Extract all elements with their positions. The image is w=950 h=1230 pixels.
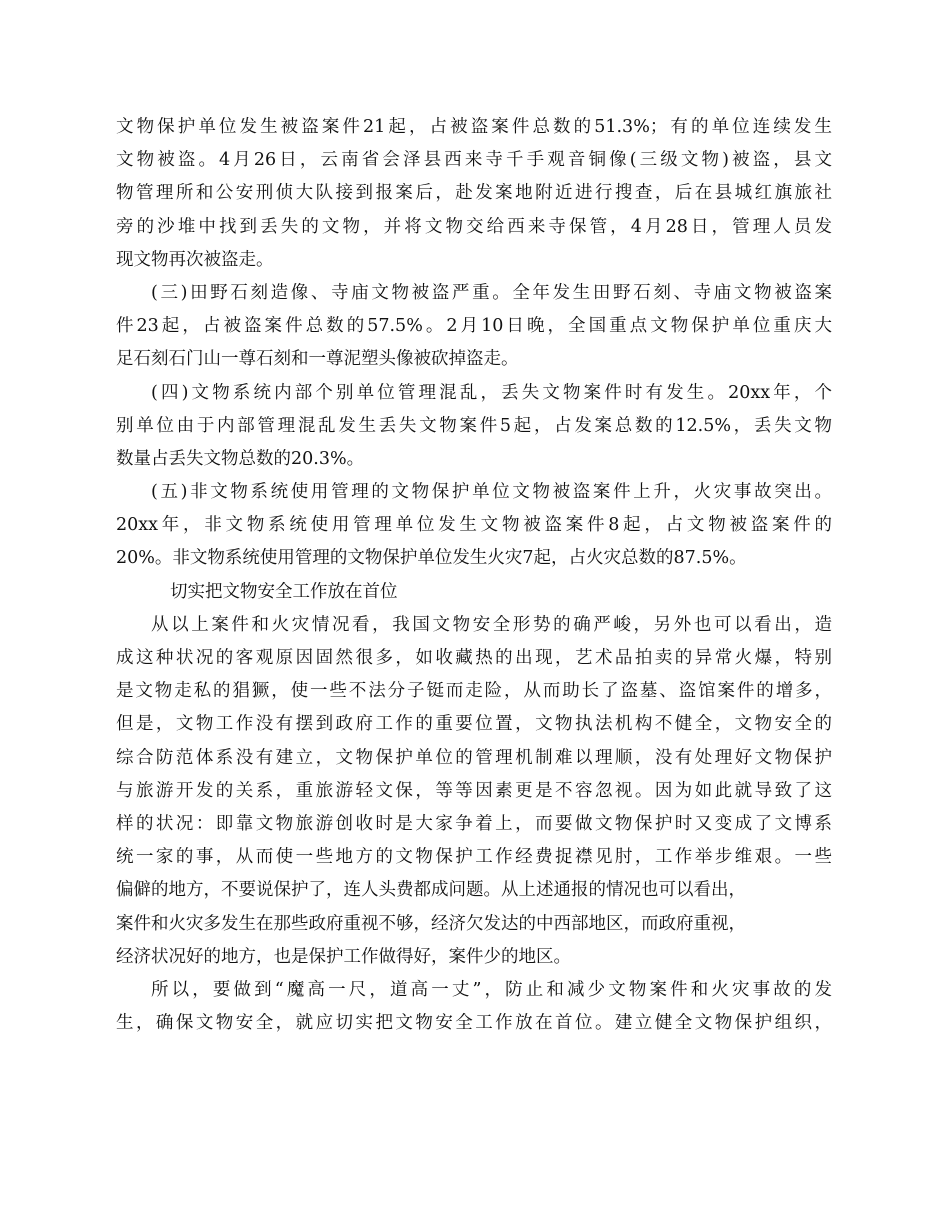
document-body (116, 111, 832, 1040)
paragraph-line: 生，确保文物安全，就应切实把文物安全工作放在首位。建立健全文物保护组织， (116, 1013, 832, 1034)
paragraph-line: 但是，文物工作没有摆到政府工作的重要位置，文物执法机构不健全，文物安全的 (116, 714, 832, 735)
paragraph-line: 所以，要做到“魔高一尺，道高一丈”，防止和减少文物案件和火灾事故的发 (151, 979, 832, 1000)
paragraph-line: 与旅游开发的关系，重旅游轻文保，等等因素更是不容忽视。因为如此就导致了这 (116, 780, 832, 801)
paragraph-line: 统一家的事，从而使一些地方的文物保护工作经费捉襟见肘，工作举步维艰。一些 (116, 847, 832, 868)
paragraph-line: (三)田野石刻造像、寺庙文物被盗严重。全年发生田野石刻、寺庙文物被盗案 (151, 282, 832, 303)
paragraph-line: 别单位由于内部管理混乱发生丢失文物案件5起，占发案总数的12.5%，丢失文物 (116, 415, 832, 436)
paragraph-line: 从以上案件和火灾情况看，我国文物安全形势的确严峻，另外也可以看出，造 (151, 614, 832, 635)
paragraph-line: 件23起，占被盗案件总数的57.5%。2月10日晚，全国重点文物保护单位重庆大 (116, 316, 832, 337)
paragraph-line: 样的状况：即靠文物旅游创收时是大家争着上，而要做文物保护时又变成了文博系 (116, 813, 832, 834)
paragraph-line: (五)非文物系统使用管理的文物保护单位文物被盗案件上升，火灾事故突出。 (151, 482, 832, 503)
paragraph-line: 文物保护单位发生被盗案件21起，占被盗案件总数的51.3%；有的单位连续发生 (116, 117, 832, 137)
paragraph-line: 经济状况好的地方，也是保护工作做得好，案件少的地区。 (116, 946, 571, 967)
paragraph-line: 20%。非文物系统使用管理的文物保护单位发生火灾7起，占火灾总数的87.5%。 (116, 548, 747, 569)
paragraph-line: 案件和火灾多发生在那些政府重视不够，经济欠发达的中西部地区，而政府重视， (116, 913, 746, 934)
paragraph-line: 旁的沙堆中找到丢失的文物，并将文物交给西来寺保管，4月28日，管理人员发 (116, 216, 832, 237)
paragraph-line: 20xx年，非文物系统使用管理单位发生文物被盗案件8起，占文物被盗案件的 (116, 515, 832, 536)
paragraph-line: 足石刻石门山一尊石刻和一尊泥塑头像被砍掉盗走。 (116, 349, 519, 370)
paragraph-line: 是文物走私的猖獗，使一些不法分子铤而走险，从而助长了盗墓、盗馆案件的增多， (116, 681, 832, 702)
paragraph-line: 现文物再次被盗走。 (116, 249, 274, 270)
paragraph-line: 综合防范体系没有建立，文物保护单位的管理机制难以理顺，没有处理好文物保护 (116, 747, 832, 768)
paragraph-line: (四)文物系统内部个别单位管理混乱，丢失文物案件时有发生。20xx年，个 (151, 382, 832, 403)
paragraph-line: 文物被盗。4月26日，云南省会泽县西来寺千手观音铜像(三级文物)被盗，县文 (116, 150, 832, 171)
section-heading: 切实把文物安全工作放在首位 (170, 581, 398, 602)
paragraph-line: 成这种状况的客观原因固然很多，如收藏热的出现，艺术品拍卖的异常火爆，特别 (116, 648, 832, 668)
paragraph-line: 数量占丢失文物总数的20.3%。 (116, 448, 365, 469)
paragraph-line: 物管理所和公安刑侦大队接到报案后，赴发案地附近进行搜查，后在县城红旗旅社 (116, 183, 832, 204)
paragraph-line: 偏僻的地方，不要说保护了，连人头费都成问题。从上述通报的情况也可以看出， (116, 880, 746, 901)
